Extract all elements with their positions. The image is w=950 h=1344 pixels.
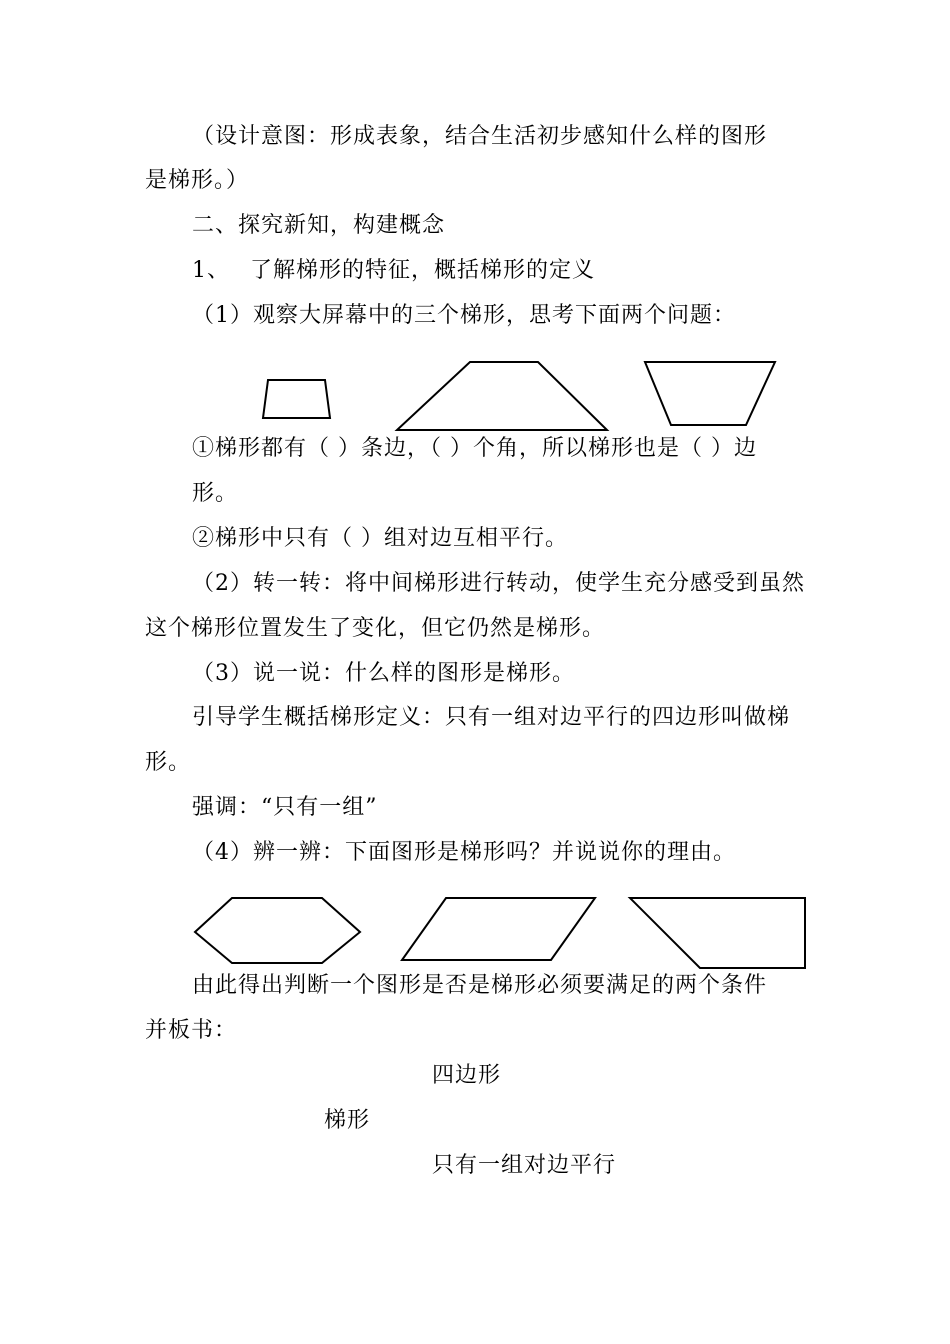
board-quadrilateral: 四边形 (432, 1063, 502, 1088)
middle-trapezoid (397, 362, 607, 430)
section-two-heading: 二、探究新知，构建概念 (192, 213, 446, 238)
parallelogram-shape (402, 898, 595, 960)
observe-question: （1）观察大屏幕中的三个梯形，思考下面两个问题： (192, 303, 736, 328)
question-1-line-2: 形。 (192, 481, 239, 506)
definition-line-1: 引导学生概括梯形定义：只有一组对边平行的四边形叫做梯 (192, 705, 791, 730)
identify-line: （4）辨一辨：下面图形是梯形吗？并说说你的理由。 (192, 840, 736, 865)
board-one-pair-parallel: 只有一组对边平行 (432, 1153, 617, 1178)
conclusion-line-1: 由此得出判断一个图形是否是梯形必须要满足的两个条件 (192, 973, 768, 998)
rotate-line-1: （2）转一转：将中间梯形进行转动，使学生充分感受到虽然 (192, 571, 805, 596)
inverted-trapezoid (645, 362, 775, 425)
item-1-heading: 1、 了解梯形的特征，概括梯形的定义 (192, 258, 595, 283)
small-trapezoid (263, 380, 330, 418)
rotate-line-2: 这个梯形位置发生了变化，但它仍然是梯形。 (145, 616, 606, 641)
emphasis-line: 强调：“只有一组” (192, 795, 378, 820)
hexagon-shape (195, 898, 360, 963)
right-trapezoid-shape (630, 898, 805, 968)
definition-line-2: 形。 (145, 750, 192, 775)
question-2: ②梯形中只有（ ）组对边互相平行。 (192, 526, 568, 551)
board-trapezoid: 梯形 (324, 1108, 371, 1133)
question-1-line-1: ①梯形都有（ ）条边，（ ）个角，所以梯形也是（ ）边 (192, 436, 757, 461)
design-intent-line-1: （设计意图：形成表象，结合生活初步感知什么样的图形 (192, 124, 768, 149)
conclusion-line-2: 并板书： (145, 1018, 238, 1043)
say-line: （3）说一说：什么样的图形是梯形。 (192, 661, 575, 686)
design-intent-line-2: 是梯形。） (145, 168, 250, 193)
